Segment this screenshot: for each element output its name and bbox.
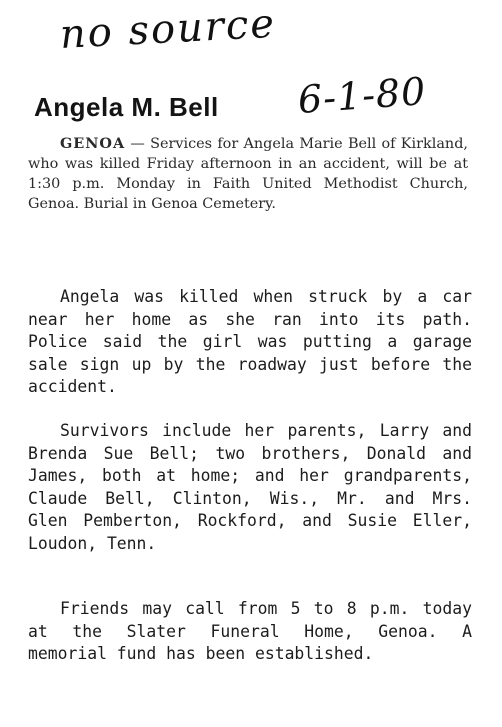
obituary-paragraph-visitation: Friends may call from 5 to 8 p.m. today at the Slater Funeral Home, Genoa. A memorial fund has been established. — [28, 599, 472, 664]
obituary-headline: Angela M. Bell — [34, 92, 219, 122]
handwritten-date-note: 6-1-80 — [296, 69, 428, 122]
obituary-lead-text: — Services for Angela Marie Bell of Kirkland, who was killed Friday afternoon in an accident, will be at 1:30 p.m. Monday in Faith United Methodist Church, Genoa. Burial in Genoa Cemetery. — [28, 136, 468, 212]
obituary-lead-paragraph — [28, 134, 468, 214]
obituary-paragraph-survivors: Survivors include her parents, Larry and Brenda Sue Bell; two brothers, Donald and James, both at home; and her grandparents, Claude Bell, Clinton, Wis., Mr. and Mrs. Glen Pemberton, Rockford, and Susie Eller, Loudon, Tenn. — [28, 421, 472, 553]
obituary-dateline: GENOA — [60, 135, 126, 152]
handwritten-source-note: no source — [58, 0, 278, 58]
newspaper-clipping — [28, 88, 476, 698]
obituary-paragraph-accident: Angela was killed when struck by a car near her home as she ran into its path. Police said the girl was putting a garage sale sign up by the roadway just before the accident. — [28, 287, 472, 397]
